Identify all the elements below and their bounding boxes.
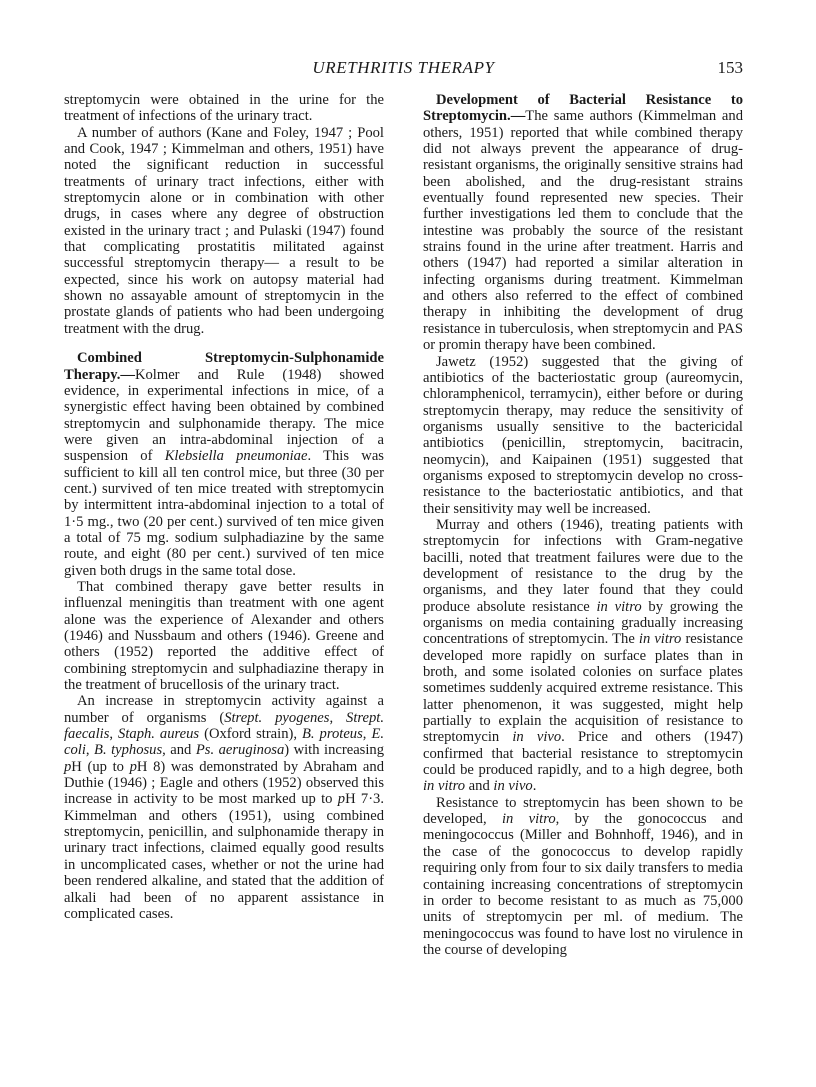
italic-text: p [129,758,137,775]
right-column [423,92,743,958]
text-segment: . Price and others (1947) confirmed that bacterial resistance to streptomycin could be produced rapidly, and to a high degree, both [423,729,743,779]
text-segment: by growing the organisms on media containing gradually increasing concentrations of streptomycin. The [423,598,743,648]
text-segment: An increase in streptomycin activity against a number of organisms ( [64,693,384,726]
body-paragraph [64,92,384,125]
italic-text: B. proteus [302,726,363,743]
text-segment: , by the gonococcus and meningococcus (Miller and Bohnhoff, 1946), and in the case of the gonococcus to develop rapidly requiring only from four to six daily transfers to media containing increasing concentrations of streptomycin in order to become resistant to as much as 75,000 units of streptomycin per ml. of medium. The meningococcus was found to have lost no virulence in the course of developing [423,811,743,958]
body-paragraph [64,693,384,922]
italic-text: Staph. aureus [118,726,200,743]
text-segment: That combined therapy gave better results in influenzal meningitis than treatment with one agent alone was the experience of Alexander and others (1946) and Nussbaum and others (1946). Greene and others (1952) reported the additive effect of combining streptomycin and sulphadiazine therapy in the treatment of brucellosis of the urinary tract. [64,578,384,694]
running-title: URETHRITIS THERAPY [312,58,495,77]
body-paragraph [64,579,384,693]
text-segment: A number of authors (Kane and Foley, 1947 ; Pool and Cook, 1947 ; Kimmelman and others, 1951) have noted the significant reduction in successful treatments of urinary tract infections, either with streptomycin alone or in combination with other drugs, in cases where any degree of obstruction existed in the urinary tract ; and Pulaski (1947) found that complicating prostatitis militated against successful streptomycin therapy— a result to be expected, since his work on autopsy material had shown no assayable amount of streptomycin in the prostate glands of patients who had been undergoing treatment with the drug. [64,124,384,337]
section-paragraph [423,92,743,354]
text-segment: streptomycin were obtained in the urine for the treatment of infections of the urinary tract. [64,92,384,125]
text-segment: The same authors (Kimmelman and others, 1951) reported that while combined therapy did not always prevent the appearance of drug-resistant organisms, the originally sensitive strains had been abolished, and the drug-resistant strains eventually found represented new species. Their further investigations led them to conclude that the intestine was probably the source of the resistant strains found in the urine after treatment. Harris and others (1947) had reported a similar alteration in infecting organisms during treatment. Kimmelman and others also referred to the effect of combined therapy in inhibiting the development of drug resistance in tuberculosis, when streptomycin and PAS or promin therapy have been combined. [423,108,743,354]
italic-text: E. coli [64,726,385,759]
body-paragraph [423,517,743,795]
italic-text: in vivo [512,729,562,746]
text-segment: Kolmer and Rule (1948) showed evidence, in experimental infections in mice, of a synergistic effect having been obtained by combined streptomycin and sulphonamide therapy. The mice were given an intra-abdominal injection of a suspension of [64,366,384,465]
italic-text: Strept. pyogenes [224,709,330,726]
italic-text: Strept. faecalis [64,709,385,743]
body-paragraph [423,354,743,517]
text-segment: and [465,778,494,795]
body-paragraph [423,795,743,958]
italic-text: Klebsiella pneumoniae [164,448,308,465]
text-segment: H (up to [71,758,130,775]
text-segment: (Oxford strain), [199,726,302,743]
italic-text: B. typhosus [94,742,163,759]
text-segment: . [532,778,537,795]
italic-text: p [64,758,72,775]
italic-text: in vitro [423,778,466,795]
text-segment: , [329,709,347,726]
italic-text: in vitro [638,631,682,648]
text-segment: , [362,726,372,743]
text-segment: Jawetz (1952) suggested that the giving of antibiotics of the bacteriostatic group (aureomycin, chloramphenicol, terramycin), either before or during streptomycin therapy, may reduce the sensitivity of organisms usually sensitive to the bactericidal antibiotics (penicillin, streptomycin, bacitracin, neomycin), and Kaipainen (1951) suggested that organisms exposed to streptomycin develop no cross-resistance to the bacteriostatic antibiotics, and that their sensitivity may well be increased. [423,353,743,517]
section-heading: Development of Bacterial Resistance to Streptomycin.— [423,92,743,125]
italic-text: in vitro [596,598,642,615]
text-segment: ) with increasing [284,742,384,759]
italic-text: in vivo [493,778,533,795]
section-heading: Combined Streptomycin-Sulphonamide Therapy.— [64,350,384,383]
text-segment: , and [162,742,196,759]
body-paragraph [64,125,384,337]
section-paragraph [64,350,384,579]
text-segment: H 7·3. Kimmelman and others (1951), using combined streptomycin, penicillin, and sulphonamide therapy in urinary tract infections, claimed equally good results in uncomplicated cases, whether or not the urine had been rendered alkaline, and stated that the addition of alkali had been of no apparent assistance in complicated cases. [64,791,384,922]
left-column [64,92,384,922]
text-segment: , [109,726,119,743]
running-head [64,58,743,80]
text-segment: , [85,742,95,759]
italic-text: in vitro [501,811,556,828]
text-segment: resistance developed more rapidly on surface plates than in broth, and some isolated colonies on surface plates sometimes suddenly acquired extreme resistance. This latter phenomenon, it was suggested, might help partially to explain the acquisition of resistance to streptomycin [423,631,743,746]
italic-text: Ps. aeruginosa [195,742,285,759]
text-segment: Resistance to streptomycin has been shown to be developed, [423,794,743,828]
text-segment: H 8) was demonstrated by Abraham and Duthie (1946) ; Eagle and others (1952) observed this increase in activity to be most marked up to [64,758,384,808]
italic-text: p [337,791,346,808]
page-number: 153 [717,58,743,77]
text-segment: . This was sufficient to kill all ten control mice, but three (30 per cent.) survived of ten mice treated with streptomycin by intermittent intra-abdominal injection to a total of 1·5 mg., two (20 per cent.) survived of ten mice given a total of 75 mg. sodium sulphadiazine by the same route, and eight (80 per cent.) survived of ten mice given both drugs in the same total dose. [64,448,384,579]
text-segment: Murray and others (1946), treating patients with streptomycin for infections with Gram-negative bacilli, noted that treatment failures were due to the development of resistance to the drug by the organisms, and they later found that they could produce absolute resistance [423,516,743,615]
